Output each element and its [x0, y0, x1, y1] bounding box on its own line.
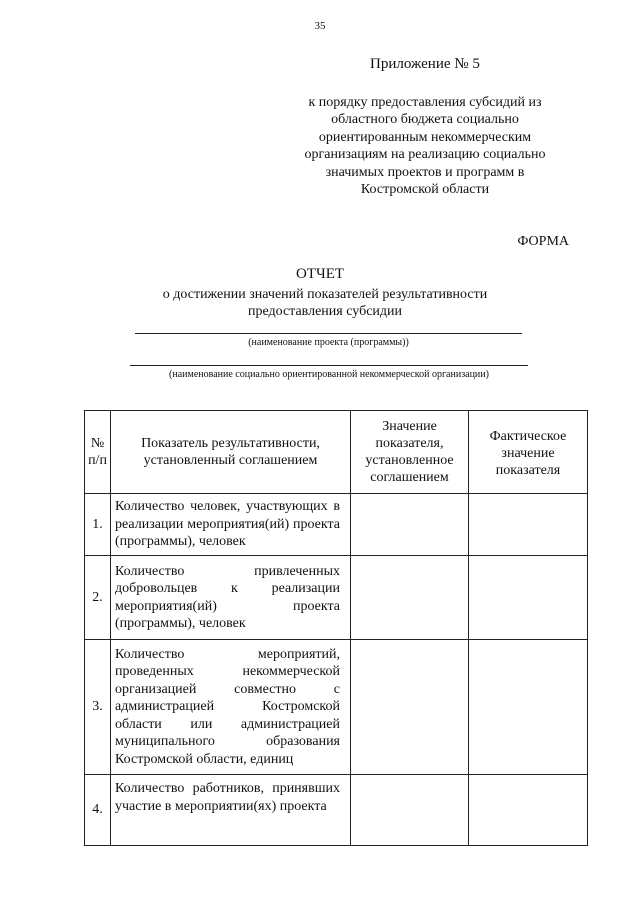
project-name-line[interactable] [135, 333, 522, 334]
appendix-description: к порядку предоставления субсидий из областного бюджета социально ориентированным некоммерческим организациям на реализацию социально значимых проектов и программ в Костромской области [304, 95, 546, 198]
report-heading: ОТЧЕТ [295, 266, 345, 282]
report-subtitle: о достижении значений показателей результативности предоставления субсидии [162, 287, 488, 319]
appendix-title: Приложение № 5 [370, 56, 480, 72]
actual-value-cell[interactable] [469, 556, 588, 640]
planned-value-cell[interactable] [351, 494, 469, 556]
row-number: 1. [85, 494, 111, 556]
organization-name-line[interactable] [130, 365, 528, 366]
header-indicator: Показатель результативности, установленный соглашением [111, 411, 351, 494]
table-row [85, 556, 588, 640]
table-header-row [85, 411, 588, 494]
actual-value-cell[interactable] [469, 775, 588, 846]
table-row [85, 640, 588, 775]
row-number: 2. [85, 556, 111, 640]
actual-value-cell[interactable] [469, 494, 588, 556]
row-number: 4. [85, 775, 111, 846]
table-row [85, 775, 588, 846]
row-indicator: Количество работников, принявших участие в мероприятии(ях) проекта [111, 775, 351, 846]
project-name-caption: (наименование проекта (программы)) [248, 337, 409, 348]
planned-value-cell[interactable] [351, 640, 469, 775]
row-number: 3. [85, 640, 111, 775]
form-label: ФОРМА [517, 234, 569, 249]
actual-value-cell[interactable] [469, 640, 588, 775]
header-planned-value: Значение показателя, установленное соглашением [351, 411, 469, 494]
header-number: № п/п [85, 411, 111, 494]
organization-name-caption: (наименование социально ориентированной некоммерческой организации) [169, 369, 489, 380]
planned-value-cell[interactable] [351, 556, 469, 640]
header-actual-value: Фактическое значение показателя [469, 411, 588, 494]
indicators-table [84, 410, 588, 846]
row-indicator: Количество мероприятий, проведенных некоммерческой организацией совместно с администрацией Костромской области или администрацией муниципального образования Костромской области, единиц [111, 640, 351, 775]
row-indicator: Количество человек, участвующих в реализации мероприятия(ий) проекта (программы), человек [111, 494, 351, 556]
table-row [85, 494, 588, 556]
row-indicator: Количество привлеченных добровольцев к реализации мероприятия(ий) проекта (программы), человек [111, 556, 351, 640]
planned-value-cell[interactable] [351, 775, 469, 846]
page-number: 35 [314, 20, 326, 32]
